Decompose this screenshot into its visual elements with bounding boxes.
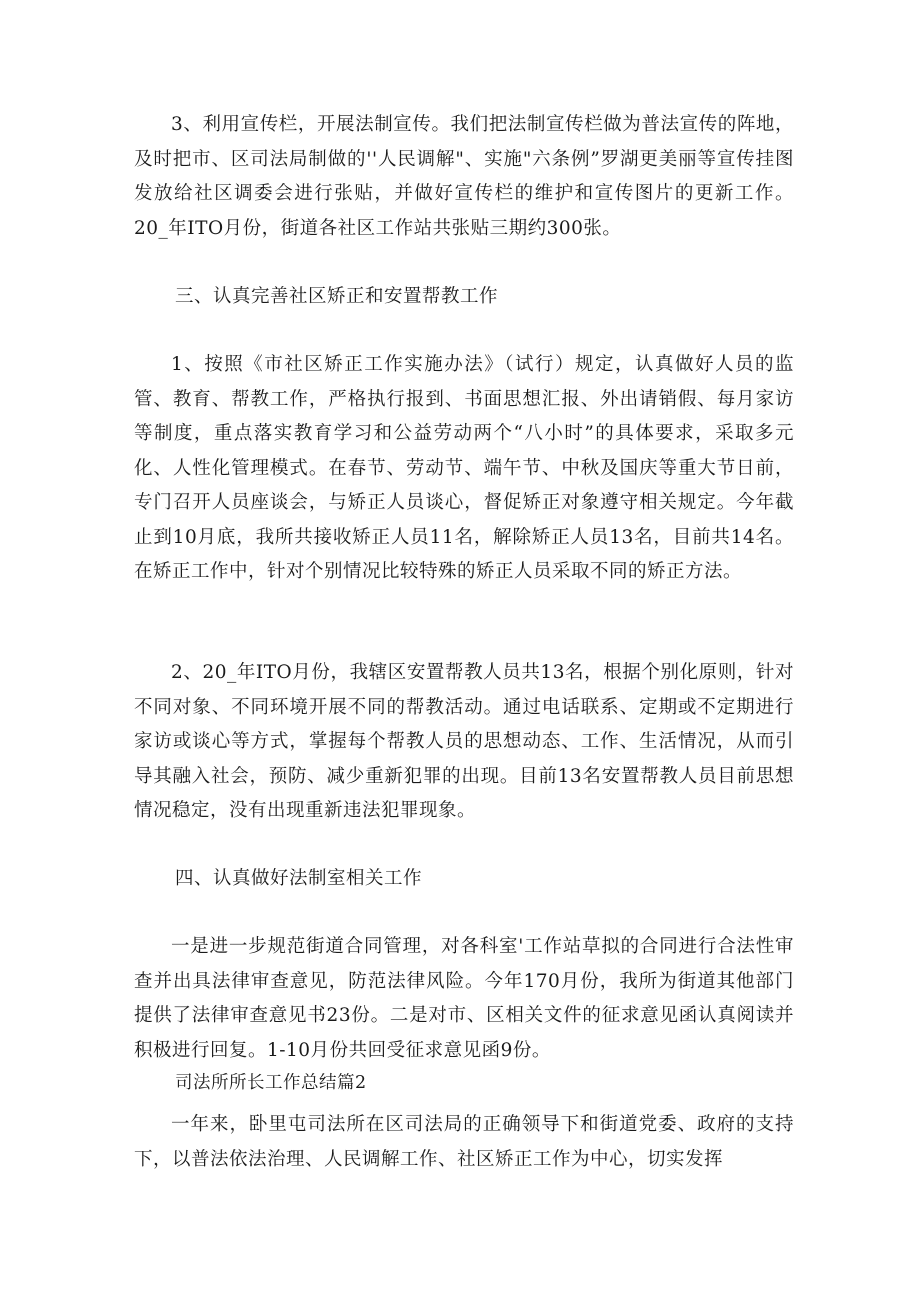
section-heading-4: 四、认真做好法制室相关工作 xyxy=(175,868,423,889)
paragraph-intro: 一年来，卧里屯司法所在区司法局的正确领导下和街道党委、政府的支持下，以普法依法治理、人民调解工作、社区矫正工作为中心，切实发挥 xyxy=(134,1114,794,1170)
paragraph-correction-1: 1、按照《市社区矫正工作实施办法》（试行）规定，认真做好人员的监管、教育、帮教工作，严格执行报到、书面思想汇报、外出请销假、每月家访等制度，重点落实教育学习和公益劳动两个“八小时”的具体要求，采取多元化、人性化管理模式。在春节、劳动节、端午节、中秋及国庆等重大节日前，专门召开人员座谈会，与矫正人员谈心，督促矫正对象遵守相关规定。今年截止到10月底，我所共接收矫正人员11名，解除矫正人员13名，目前共14名。在矫正工作中，针对个别情况比较特殊的矫正人员采取不同的矫正方法。 xyxy=(134,354,794,582)
paragraph-correction-2: 2、20_年ITO月份，我辖区安置帮教人员共13名，根据个别化原则，针对不同对象、不同环境开展不同的帮教活动。通过电话联系、定期或不定期进行家访或谈心等方式，掌握每个帮教人员的思想动态、工作、生活情况，从而引导其融入社会，预防、减少重新犯罪的出现。目前13名安置帮教人员目前思想情况稳定，没有出现重新违法犯罪现象。 xyxy=(134,662,794,821)
paragraph-publicity: 3、利用宣传栏，开展法制宣传。我们把法制宣传栏做为普法宣传的阵地，及时把市、区司法局制做的''人民调解"、实施"六条例”罗湖更美丽等宣传挂图发放给社区调委会进行张贴，并做好宣传栏的维护和宣传图片的更新工作。20_年ITO月份，街道各社区工作站共张贴三期约300张。 xyxy=(134,114,794,239)
section-heading-3: 三、认真完善社区矫正和安置帮教工作 xyxy=(175,286,499,307)
section-title: 司法所所长工作总结篇2 xyxy=(175,1073,367,1093)
paragraph-legal-office: 一是进一步规范街道合同管理，对各科室'工作站草拟的合同进行合法性审查并出具法律审查意见，防范法律风险。今年170月份，我所为街道其他部门提供了法律审查意见书23份。二是对市、区相关文件的征求意见函认真阅读并积极进行回复。1-10月份共回受征求意见函9份。 xyxy=(134,936,794,1061)
